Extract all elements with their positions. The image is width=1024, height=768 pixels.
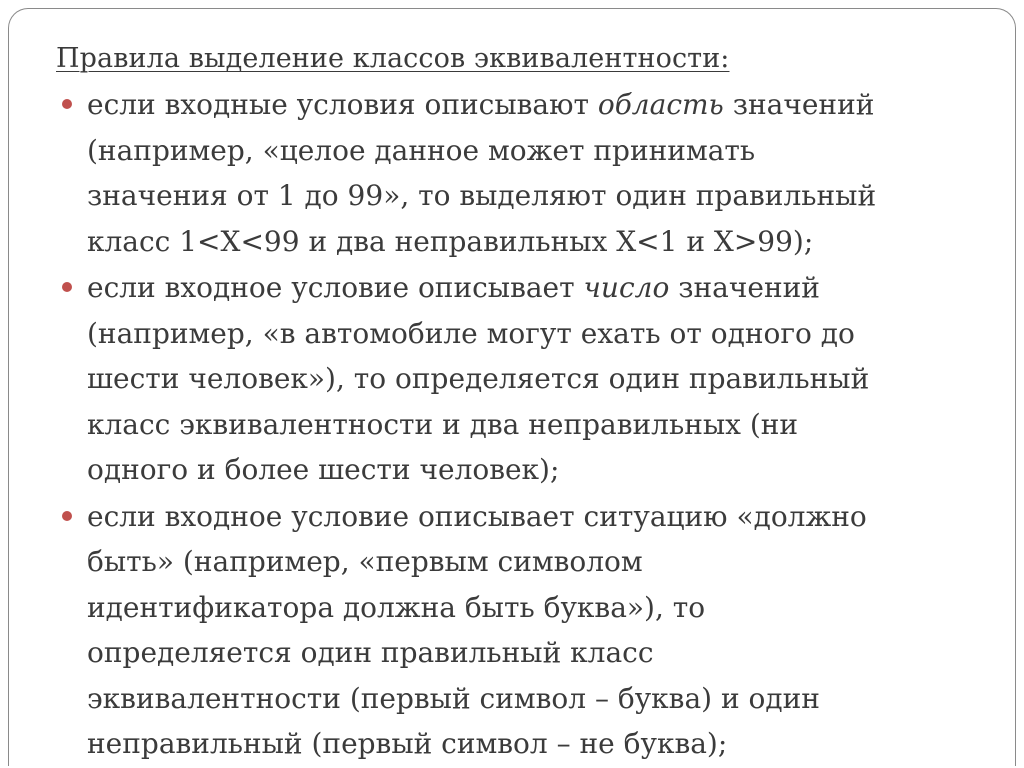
bullet-line: одного и более шести человек);	[87, 453, 560, 486]
bullet-item-1	[56, 82, 996, 264]
bullet-line: эквивалентности (первый символ – буква) и один	[87, 681, 820, 715]
bullet-dot-icon	[62, 99, 72, 109]
bullet-list	[56, 82, 996, 767]
text-segment: если входное условие описывает	[87, 271, 584, 304]
bullet-line: быть» (например, «первым символом	[87, 545, 643, 578]
text-segment: значений	[723, 88, 875, 121]
bullet-line: шести человек»), то определяется один правильный	[87, 362, 870, 395]
bullet-line: определяется один правильный класс	[87, 636, 654, 669]
italic-term: область	[597, 88, 724, 121]
bullet-line: идентификатора должна быть буква»), то	[87, 590, 706, 624]
text-segment: значений	[669, 271, 820, 304]
bullet-line: класс 1<X<99 и два неправильных X<1 и X>99);	[87, 224, 814, 258]
text-segment: если входные условия описывают	[87, 88, 598, 121]
bullet-line: класс эквивалентности и два неправильных (ни	[87, 407, 799, 441]
bullet-item-2	[56, 265, 996, 493]
italic-term: число	[583, 271, 670, 304]
bullet-dot-icon	[62, 511, 72, 521]
bullet-line: неправильный (первый символ – не буква);	[87, 727, 728, 760]
bullet-line: (например, «целое данное может принимать	[87, 133, 756, 167]
slide-heading: Правила выделение классов эквивалентности:	[56, 43, 730, 74]
bullet-line: значения от 1 до 99», то выделяют один правильный	[87, 179, 877, 212]
bullet-dot-icon	[62, 282, 72, 292]
bullet-line: (например, «в автомобиле могут ехать от одного до	[87, 316, 855, 350]
bullet-line	[87, 265, 996, 311]
slide-content	[56, 36, 996, 768]
bullet-item-3	[56, 494, 996, 767]
bullet-line: если входное условие описывает ситуацию «должно	[87, 499, 867, 533]
bullet-line	[87, 82, 996, 128]
